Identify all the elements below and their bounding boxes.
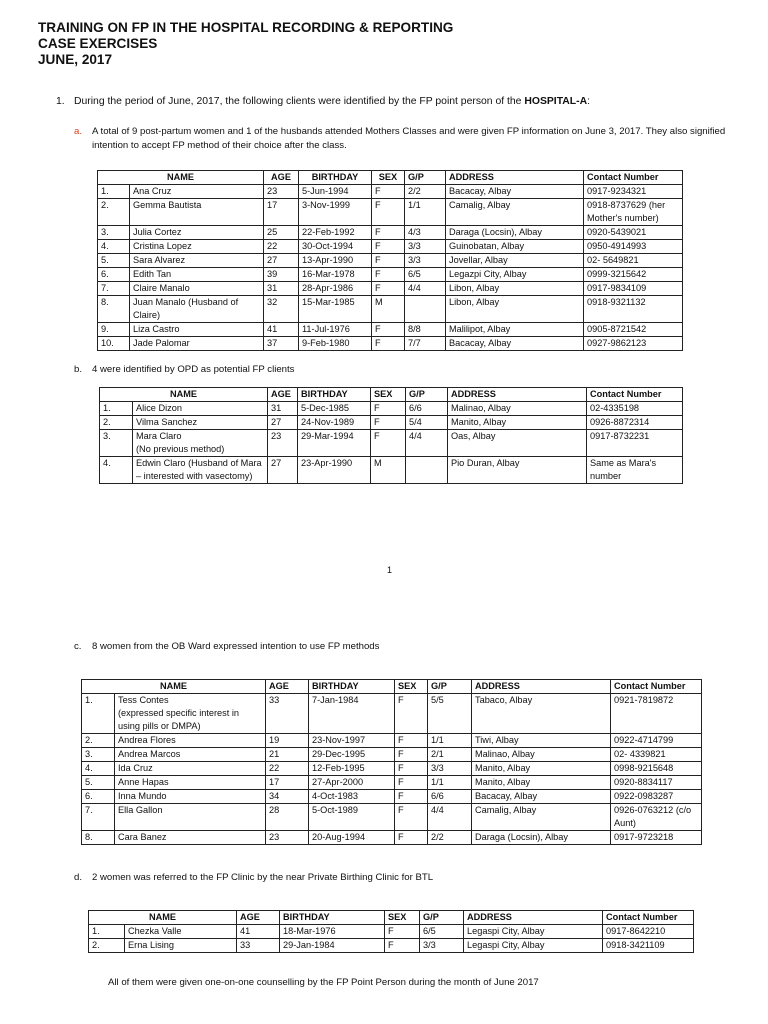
cell-name: Juan Manalo (Husband of Claire) [130,296,264,323]
cell-contact: 0921-7819872 [611,694,702,734]
cell-sex: M [372,296,405,323]
section-b-marker: b. [74,364,83,375]
cell-age: 31 [268,402,298,416]
cell-contact: 02- 4339821 [611,748,702,762]
cell-sex: F [372,268,405,282]
cell-gp: 3/3 [420,939,464,953]
cell-no: 2. [100,416,133,430]
cell-contact: 0922-0983287 [611,790,702,804]
name-note: (expressed specific interest in using pills or DMPA) [118,708,240,731]
table-header-row [82,680,702,694]
cell-no: 5. [98,254,130,268]
cell-name: Ana Cruz [130,185,264,199]
cell-gp: 2/2 [428,831,472,845]
cell-age: 22 [266,762,309,776]
col-address-header: ADDRESS [472,680,611,694]
table-opd-clients [99,387,683,484]
cell-name: Gemma Bautista [130,199,264,226]
col-address-header: ADDRESS [448,388,587,402]
col-address-header: ADDRESS [464,911,603,925]
cell-address: Tiwi, Albay [472,734,611,748]
col-birthday-header: BIRTHDAY [298,388,371,402]
cell-birthday: 29-Dec-1995 [309,748,395,762]
cell-sex: F [395,762,428,776]
cell-address: Manito, Albay [472,762,611,776]
cell-name: Edith Tan [130,268,264,282]
cell-name: Liza Castro [130,323,264,337]
hospital-name: HOSPITAL-A [524,96,588,107]
cell-age: 31 [264,282,299,296]
cell-no: 4. [82,762,115,776]
cell-birthday: 11-Jul-1976 [299,323,372,337]
cell-no: 2. [98,199,130,226]
cell-gp: 5/5 [428,694,472,734]
cell-age: 41 [237,925,280,939]
cell-contact: 0917-9723218 [611,831,702,845]
cell-contact: 02- 5649821 [584,254,683,268]
cell-no: 8. [98,296,130,323]
cell-gp: 6/6 [406,402,448,416]
cell-gp: 7/7 [405,337,446,351]
cell-no: 1. [98,185,130,199]
cell-name: Ida Cruz [115,762,266,776]
cell-contact: 0920-8834117 [611,776,702,790]
table-postpartum-clients [97,170,683,351]
cell-no: 2. [89,939,125,953]
section-d-description: d. 2 women was referred to the FP Clinic by the near Private Birthing Clinic for BTL [74,872,434,883]
section-c-description: c. 8 women from the OB Ward expressed intention to use FP methods [74,641,380,652]
page-number: 1 [387,565,393,575]
cell-name: Andrea Flores [115,734,266,748]
cell-name: Cristina Lopez [130,240,264,254]
cell-sex: F [372,282,405,296]
cell-age: 27 [264,254,299,268]
cell-no: 1. [89,925,125,939]
cell-birthday: 29-Mar-1994 [298,430,371,457]
col-gp-header: G/P [420,911,464,925]
col-contact-header: Contact Number [587,388,683,402]
cell-birthday: 28-Apr-1986 [299,282,372,296]
cell-age: 32 [264,296,299,323]
section-a-marker: a. [74,126,83,137]
cell-address: Malinao, Albay [448,402,587,416]
cell-birthday: 27-Apr-2000 [309,776,395,790]
cell-contact: 0917-8732231 [587,430,683,457]
intro-paragraph: 1. During the period of June, 2017, the following clients were identified by the FP point person of the HOSPITAL-A: [56,96,590,107]
cell-no: 8. [82,831,115,845]
col-sex-header: SEX [372,171,405,185]
cell-age: 23 [268,430,298,457]
cell-address: Tabaco, Albay [472,694,611,734]
name-note: (No previous method) [136,444,225,454]
table-row [98,282,683,296]
cell-birthday: 15-Mar-1985 [299,296,372,323]
cell-birthday: 12-Feb-1995 [309,762,395,776]
cell-name: Inna Mundo [115,790,266,804]
table-row [82,748,702,762]
cell-sex: F [372,199,405,226]
cell-sex: F [395,790,428,804]
cell-birthday: 5-Dec-1985 [298,402,371,416]
col-name-header: NAME [100,388,268,402]
col-birthday-header: BIRTHDAY [309,680,395,694]
cell-age: 19 [266,734,309,748]
cell-contact: 0918-9321132 [584,296,683,323]
cell-birthday: 18-Mar-1976 [280,925,385,939]
cell-contact: 0922-4714799 [611,734,702,748]
cell-gp: 4/3 [405,226,446,240]
cell-no: 4. [98,240,130,254]
cell-no: 7. [98,282,130,296]
cell-age: 37 [264,337,299,351]
cell-address: Libon, Albay [446,282,584,296]
document-title: TRAINING ON FP IN THE HOSPITAL RECORDING & REPORTING [38,20,454,35]
cell-gp: 1/1 [405,199,446,226]
cell-name: Edwin Claro (Husband of Mara – interested with vasectomy) [133,457,268,484]
cell-address: Libon, Albay [446,296,584,323]
cell-contact: 0918-8737629 (her Mother's number) [584,199,683,226]
col-gp-header: G/P [406,388,448,402]
cell-age: 33 [266,694,309,734]
col-address-header: ADDRESS [446,171,584,185]
table-row [98,185,683,199]
cell-name: Anne Hapas [115,776,266,790]
cell-address: Bacacay, Albay [446,337,584,351]
cell-name: Mara Claro (No previous method) [133,430,268,457]
cell-address: Camalig, Albay [472,804,611,831]
cell-gp: 2/2 [405,185,446,199]
table-row [98,254,683,268]
cell-sex: F [395,748,428,762]
cell-address: Manito, Albay [448,416,587,430]
table-row [98,240,683,254]
cell-gp: 1/1 [428,734,472,748]
cell-address: Legaspi City, Albay [464,925,603,939]
cell-sex: F [372,323,405,337]
table-row [82,762,702,776]
cell-address: Legazpi City, Albay [446,268,584,282]
col-name-header: NAME [89,911,237,925]
cell-birthday: 16-Mar-1978 [299,268,372,282]
cell-no: 7. [82,804,115,831]
cell-gp: 6/5 [420,925,464,939]
table-header-row [100,388,683,402]
cell-contact: 02-4335198 [587,402,683,416]
cell-gp: 2/1 [428,748,472,762]
table-row [82,734,702,748]
cell-age: 33 [237,939,280,953]
cell-birthday: 5-Jun-1994 [299,185,372,199]
cell-age: 21 [266,748,309,762]
cell-gp: 8/8 [405,323,446,337]
cell-contact: 0905-8721542 [584,323,683,337]
cell-sex: F [395,831,428,845]
cell-age: 41 [264,323,299,337]
cell-birthday: 23-Nov-1997 [309,734,395,748]
cell-sex: F [372,185,405,199]
cell-birthday: 23-Apr-1990 [298,457,371,484]
cell-address: Bacacay, Albay [472,790,611,804]
table-row [98,296,683,323]
table-row [98,337,683,351]
cell-no: 3. [82,748,115,762]
cell-age: 23 [266,831,309,845]
cell-contact: 0926-8872314 [587,416,683,430]
cell-no: 3. [98,226,130,240]
cell-sex: F [395,734,428,748]
section-c-marker: c. [74,641,82,652]
cell-birthday: 7-Jan-1984 [309,694,395,734]
cell-age: 22 [264,240,299,254]
col-age-header: AGE [268,388,298,402]
cell-gp: 4/4 [428,804,472,831]
cell-sex: F [385,925,420,939]
cell-no: 4. [100,457,133,484]
cell-sex: F [372,226,405,240]
cell-gp: 6/6 [428,790,472,804]
table-row [82,694,702,734]
cell-sex: F [372,240,405,254]
cell-address: Legaspi City, Albay [464,939,603,953]
intro-number: 1. [56,96,65,107]
col-birthday-header: BIRTHDAY [280,911,385,925]
cell-contact: 0950-4914993 [584,240,683,254]
cell-birthday: 3-Nov-1999 [299,199,372,226]
cell-name: Vilma Sanchez [133,416,268,430]
table-row [82,790,702,804]
cell-sex: M [371,457,406,484]
cell-sex: F [385,939,420,953]
section-d-marker: d. [74,872,83,883]
cell-name: Cara Banez [115,831,266,845]
cell-name: Andrea Marcos [115,748,266,762]
table-row [100,457,683,484]
cell-contact: 0999-3215642 [584,268,683,282]
cell-address: Daraga (Locsin), Albay [446,226,584,240]
cell-age: 39 [264,268,299,282]
table-row [89,939,694,953]
cell-age: 28 [266,804,309,831]
cell-sex: F [371,416,406,430]
col-age-header: AGE [266,680,309,694]
cell-contact: 0920-5439021 [584,226,683,240]
cell-sex: F [395,694,428,734]
cell-name: Claire Manalo [130,282,264,296]
cell-gp: 3/3 [405,240,446,254]
cell-birthday: 20-Aug-1994 [309,831,395,845]
cell-birthday: 4-Oct-1983 [309,790,395,804]
cell-age: 23 [264,185,299,199]
cell-address: Guinobatan, Albay [446,240,584,254]
cell-gp: 4/4 [406,430,448,457]
cell-age: 25 [264,226,299,240]
cell-address: Oas, Albay [448,430,587,457]
cell-gp: 3/3 [405,254,446,268]
cell-contact: 0926-0763212 (c/o Aunt) [611,804,702,831]
col-gp-header: G/P [405,171,446,185]
section-b-description: b. 4 were identified by OPD as potential FP clients [74,364,295,375]
cell-contact: 0917-8642210 [603,925,694,939]
cell-gp [406,457,448,484]
cell-birthday: 29-Jan-1984 [280,939,385,953]
cell-gp: 4/4 [405,282,446,296]
cell-age: 27 [268,457,298,484]
col-birthday-header: BIRTHDAY [299,171,372,185]
cell-address: Bacacay, Albay [446,185,584,199]
cell-no: 2. [82,734,115,748]
cell-name: Sara Alvarez [130,254,264,268]
table-row [98,323,683,337]
cell-birthday: 22-Feb-1992 [299,226,372,240]
cell-address: Malinao, Albay [472,748,611,762]
table-row [100,416,683,430]
cell-sex: F [395,776,428,790]
col-gp-header: G/P [428,680,472,694]
cell-no: 9. [98,323,130,337]
cell-address: Pio Duran, Albay [448,457,587,484]
table-row [82,776,702,790]
cell-contact: 0917-9234321 [584,185,683,199]
col-age-header: AGE [264,171,299,185]
col-age-header: AGE [237,911,280,925]
cell-gp: 3/3 [428,762,472,776]
col-contact-header: Contact Number [611,680,702,694]
cell-gp: 6/5 [405,268,446,282]
cell-no: 6. [98,268,130,282]
cell-contact: 0918-3421109 [603,939,694,953]
cell-no: 1. [82,694,115,734]
table-row [98,268,683,282]
table-btl-referrals [88,910,694,953]
cell-contact: 0998-9215648 [611,762,702,776]
document-header [38,20,453,68]
col-name-header: NAME [82,680,266,694]
cell-address: Camalig, Albay [446,199,584,226]
cell-address: Jovellar, Albay [446,254,584,268]
cell-age: 17 [264,199,299,226]
cell-address: Malilipot, Albay [446,323,584,337]
table-row [82,804,702,831]
cell-sex: F [395,804,428,831]
cell-gp: 1/1 [428,776,472,790]
cell-no: 10. [98,337,130,351]
cell-no: 6. [82,790,115,804]
cell-birthday: 13-Apr-1990 [299,254,372,268]
cell-birthday: 30-Oct-1994 [299,240,372,254]
footer-note: All of them were given one-on-one counselling by the FP Point Person during the month of June 2017 [108,977,539,988]
cell-age: 34 [266,790,309,804]
cell-address: Daraga (Locsin), Albay [472,831,611,845]
cell-birthday: 24-Nov-1989 [298,416,371,430]
cell-no: 3. [100,430,133,457]
section-a-description: a. A total of 9 post-partum women and 1 of the husbands attended Mothers Classes and were given FP information on June 3, 2017. They also signified intention to accept FP method of their choice after the class. [74,126,726,151]
table-row [100,430,683,457]
cell-sex: F [371,402,406,416]
cell-name: Ella Gallon [115,804,266,831]
cell-no: 5. [82,776,115,790]
col-sex-header: SEX [371,388,406,402]
col-sex-header: SEX [385,911,420,925]
cell-birthday: 5-Oct-1989 [309,804,395,831]
cell-contact: Same as Mara's number [587,457,683,484]
document-subtitle: CASE EXERCISES [38,36,158,51]
table-header-row [89,911,694,925]
col-contact-header: Contact Number [584,171,683,185]
cell-name: Jade Palomar [130,337,264,351]
cell-contact: 0917-9834109 [584,282,683,296]
cell-name: Alice Dizon [133,402,268,416]
cell-no: 1. [100,402,133,416]
table-row [89,925,694,939]
intro-text: During the period of June, 2017, the following clients were identified by the FP point person of the [74,96,525,107]
cell-birthday: 9-Feb-1980 [299,337,372,351]
document-date: JUNE, 2017 [38,52,113,67]
col-name-header: NAME [98,171,264,185]
cell-gp [405,296,446,323]
cell-age: 27 [268,416,298,430]
cell-contact: 0927-9862123 [584,337,683,351]
table-header-row [98,171,683,185]
cell-age: 17 [266,776,309,790]
table-ob-ward-clients [81,679,702,845]
cell-sex: F [372,337,405,351]
cell-name: Tess Contes (expressed specific interest in using pills or DMPA) [115,694,266,734]
table-row [82,831,702,845]
table-row [98,199,683,226]
cell-name: Julia Cortez [130,226,264,240]
cell-name: Chezka Valle [125,925,237,939]
table-row [100,402,683,416]
cell-address: Manito, Albay [472,776,611,790]
col-contact-header: Contact Number [603,911,694,925]
cell-sex: F [371,430,406,457]
cell-sex: F [372,254,405,268]
col-sex-header: SEX [395,680,428,694]
cell-gp: 5/4 [406,416,448,430]
table-row [98,226,683,240]
cell-name: Erna Lising [125,939,237,953]
